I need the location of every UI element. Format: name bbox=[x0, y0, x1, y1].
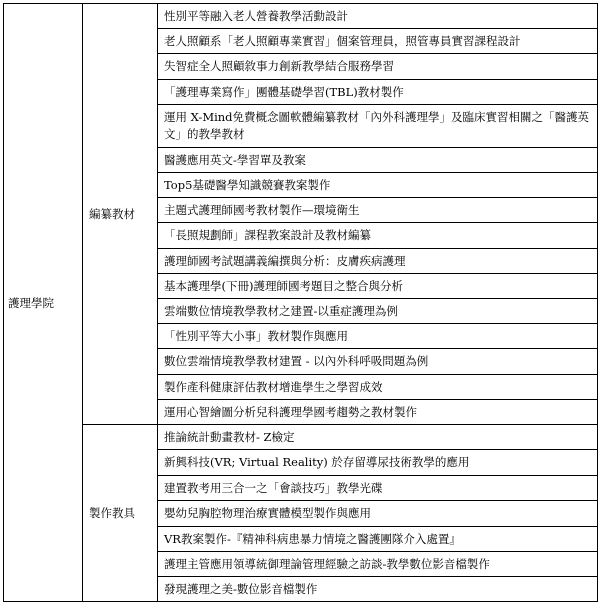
category-cell: 編纂教材 bbox=[83, 4, 158, 425]
item-cell: VR教案製作-『精神科病患暴力情境之醫護團隊介入處置』 bbox=[158, 526, 598, 551]
category-cell: 製作教具 bbox=[83, 425, 158, 602]
item-cell: 護理主管應用領導統御理論管理經驗之訪談-教學數位影音檔製作 bbox=[158, 551, 598, 576]
item-cell: 基本護理學(下冊)護理師國考題目之整合與分析 bbox=[158, 273, 598, 298]
item-cell: 性別平等融入老人營養教學活動設計 bbox=[158, 4, 598, 29]
item-cell: 製作產科健康評估教材增進學生之學習成效 bbox=[158, 374, 598, 399]
item-cell: 護理師國考試題講義編撰與分析：皮膚疾病護理 bbox=[158, 248, 598, 273]
table-row bbox=[4, 4, 598, 29]
item-cell: 「性別平等大小事」教材製作與應用 bbox=[158, 324, 598, 349]
item-cell: 嬰幼兒胸腔物理治療實體模型製作與應用 bbox=[158, 501, 598, 526]
item-cell: 「護理專業寫作」團體基礎學習(TBL)教材製作 bbox=[158, 79, 598, 104]
item-cell: Top5基礎醫學知識競賽教案製作 bbox=[158, 173, 598, 198]
item-cell: 醫護應用英文-學習單及教案 bbox=[158, 147, 598, 172]
item-cell: 新興科技(VR; Virtual Reality) 於存留導尿技術教學的應用 bbox=[158, 450, 598, 476]
curriculum-table bbox=[3, 3, 598, 602]
item-cell: 推論統計動畫教材- Z檢定 bbox=[158, 425, 598, 450]
item-cell: 建置教考用三合一之「會談技巧」教學光碟 bbox=[158, 476, 598, 501]
item-cell: 「長照規劃師」課程教案設計及教材編纂 bbox=[158, 223, 598, 248]
item-cell: 失智症全人照顧敘事力創新教學結合服務學習 bbox=[158, 54, 598, 79]
item-cell: 數位雲端情境教學教材建置 - 以內外科呼吸問題為例 bbox=[158, 349, 598, 374]
item-cell: 發現護理之美-數位影音檔製作 bbox=[158, 577, 598, 602]
item-cell: 老人照顧系「老人照顧專業實習」個案管理員，照管專員實習課程設計 bbox=[158, 29, 598, 54]
college-cell: 護理學院 bbox=[4, 4, 83, 602]
item-cell: 運用 X-Mind免費概念圖軟體編纂教材「內外科護理學」及臨床實習相關之「醫護英文」的教學教材 bbox=[158, 104, 598, 147]
table-row bbox=[4, 425, 598, 450]
item-cell: 雲端數位情境教學教材之建置-以重症護理為例 bbox=[158, 299, 598, 324]
item-cell: 主題式護理師國考教材製作—環境衛生 bbox=[158, 198, 598, 223]
item-cell: 運用心智繪圖分析兒科護理學國考趨勢之教材製作 bbox=[158, 399, 598, 424]
